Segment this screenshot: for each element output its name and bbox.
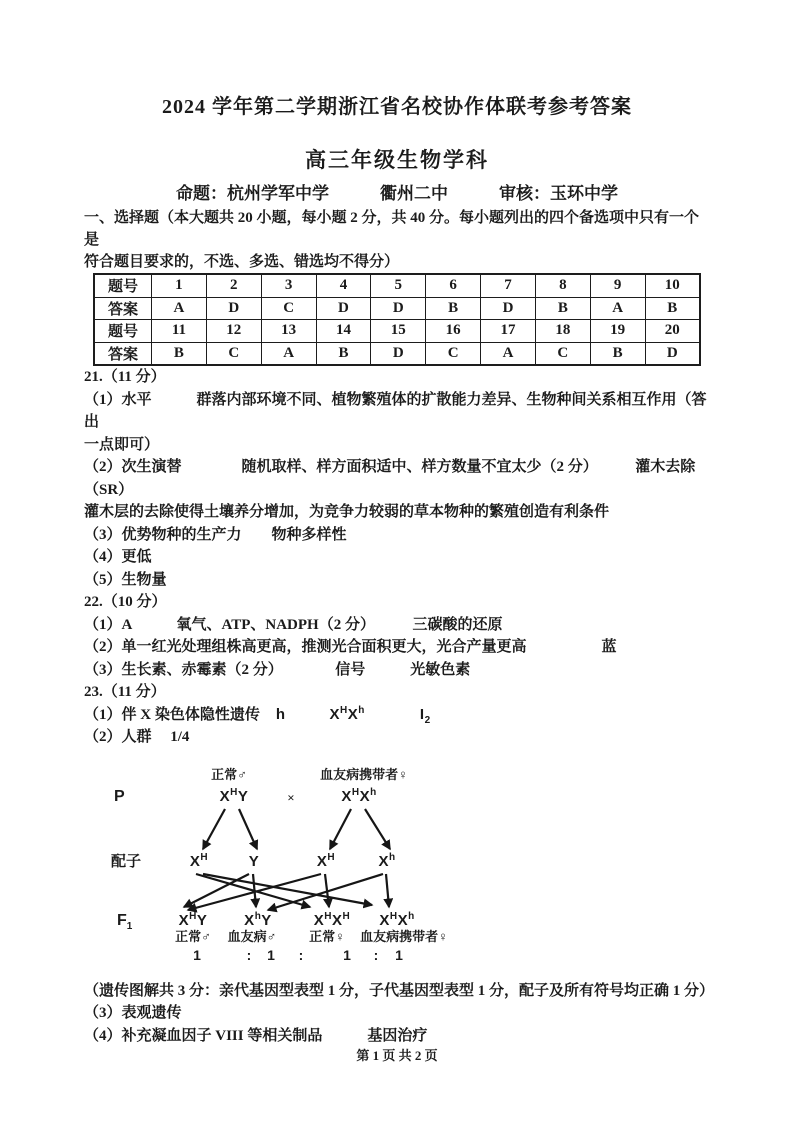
q22-answer-line: （2）单一红光处理组株高更高，推测光合面积更大，光合产量更高 蓝 <box>84 639 617 655</box>
f1-generation-label: $F_1$ <box>117 911 133 932</box>
q23-answer-line-4: （4）补充凝血因子 VIII 等相关制品 基因治疗 <box>84 1027 428 1044</box>
question-22-answers <box>84 591 710 681</box>
question-number-cell: 2 <box>206 274 261 297</box>
q23-answer-line-3: （3）表观遗传 <box>84 1005 182 1021</box>
question-number-cell: 11 <box>152 320 207 343</box>
q21-heading: 21.（11 分） <box>84 369 166 385</box>
question-number-cell: 4 <box>316 274 371 297</box>
answer-cell: A <box>152 297 207 320</box>
q23-heading: 23.（11 分） <box>84 684 166 700</box>
answer-cell: D <box>371 342 426 365</box>
answer-key-table <box>93 273 701 366</box>
intro-line-1: 一、选择题（本大题共 20 小题，每小题 2 分，共 40 分。每小题列出的四个备选项中只有一个是 <box>84 210 700 248</box>
p-mother-genotype: $X^HX^h$ <box>341 786 377 805</box>
table-row-answers-1 <box>94 297 700 320</box>
question-number-cell: 19 <box>590 320 645 343</box>
ratio-value-1: 1 <box>193 946 201 963</box>
question-number-cell: 10 <box>645 274 700 297</box>
answer-cell: D <box>371 297 426 320</box>
f1-phenotype-1: 正常♂ <box>175 928 211 944</box>
question-number-cell: 20 <box>645 320 700 343</box>
gamete-father-xH: $X^H$ <box>189 851 209 870</box>
row-header-cell: 题号 <box>94 274 152 297</box>
q21-answer-line: （3）优势物种的生产力 物种多样性 <box>84 526 347 543</box>
table-row-question-numbers-1 <box>94 274 700 297</box>
question-number-cell: 3 <box>261 274 316 297</box>
question-number-cell: 8 <box>535 274 590 297</box>
answer-cell: C <box>206 342 261 365</box>
question-23-answers <box>84 681 710 749</box>
answer-cell: C <box>535 342 590 365</box>
question-number-cell: 6 <box>426 274 481 297</box>
q23-answer-line-2: （2）人群 1/4 <box>84 729 190 745</box>
ratio-value-2: 1 <box>267 946 275 963</box>
ratio-value-4: 1 <box>395 946 403 963</box>
father-phenotype-label: 正常♂ <box>211 766 247 782</box>
q23-carrier-genotype: $X^HX^h$ <box>329 704 365 723</box>
q22-answer-line: （1）A 氧气、ATP、NADPH（2 分） 三碳酸的还原 <box>84 616 503 633</box>
q21-answer-line: 一点即可） <box>84 436 160 453</box>
question-number-cell: 16 <box>426 320 481 343</box>
table-row-question-numbers-2 <box>94 320 700 343</box>
f1-phenotype-4: 血友病携带者♀ <box>360 928 448 944</box>
question-number-cell: 13 <box>261 320 316 343</box>
page-title: 2024 学年第二学期浙江省名校协作体联考参考答案 <box>162 96 632 118</box>
answer-cell: A <box>261 342 316 365</box>
gamete-father-y: Y <box>248 852 260 870</box>
table-row-answers-2 <box>94 342 700 365</box>
subject-subtitle: 高三年级生物学科 <box>305 148 489 172</box>
f1-phenotype-3: 正常♀ <box>309 928 345 944</box>
q22-answer-line: （3）生长素、赤霉素（2 分） 信号 光敏色素 <box>84 661 471 678</box>
answer-cell: A <box>590 297 645 320</box>
q23-allele-symbol: h <box>275 705 286 723</box>
gamete-mother-xh: $X^h$ <box>378 851 396 870</box>
question-number-cell: 15 <box>371 320 426 343</box>
gamete-mother-xH: $X^H$ <box>316 851 336 870</box>
diagram-scoring-note: （遗传图解共 3 分：亲代基因型表型 1 分，子代基因型表型 1 分，配子及所有符号均正确 1 分） <box>84 982 715 999</box>
cross-symbol: × <box>287 789 295 805</box>
question-number-cell: 17 <box>481 320 536 343</box>
page-number-footer: 第 1 页 共 2 页 <box>356 1048 438 1063</box>
answer-cell: B <box>316 342 371 365</box>
question-number-cell: 7 <box>481 274 536 297</box>
answer-cell: D <box>645 342 700 365</box>
answer-cell: B <box>152 342 207 365</box>
q21-answer-line: （5）生物量 <box>84 571 167 588</box>
f1-genotype-4: $X^HX^h$ <box>379 910 415 929</box>
answer-cell: C <box>426 342 481 365</box>
answer-cell: D <box>206 297 261 320</box>
q21-answer-line: 灌木层的去除使得土壤养分增加，为竞争力较弱的草本物种的繁殖创造有利条件 <box>84 504 610 520</box>
ratio-colon: : <box>246 946 252 963</box>
answer-cell: B <box>426 297 481 320</box>
q22-heading: 22.（10 分） <box>84 594 167 610</box>
q23-inheritance-mode: （1）伴 X 染色体隐性遗传 <box>84 706 260 723</box>
p-father-genotype: $X^HY$ <box>219 786 249 805</box>
choice-section-intro <box>84 207 710 273</box>
answer-cell: C <box>261 297 316 320</box>
ratio-colon: : <box>373 946 379 963</box>
answer-cell: B <box>590 342 645 365</box>
q21-answer-line: （1）水平 群落内部环境不同、植物繁殖体的扩散能力差异、生物种间关系相互作用（答出 <box>84 391 707 430</box>
f1-genotype-2: $X^hY$ <box>244 910 272 929</box>
byline-schools: 命题：杭州学军中学 衢州二中 审核：玉环中学 <box>176 184 618 203</box>
row-header-cell: 答案 <box>94 342 152 365</box>
f1-genotype-1: $X^HY$ <box>178 910 208 929</box>
p-generation-label: P <box>114 787 125 805</box>
row-header-cell: 题号 <box>94 320 152 343</box>
question-number-cell: 14 <box>316 320 371 343</box>
gametes-row-label: 配子 <box>111 853 142 870</box>
question-number-cell: 12 <box>206 320 261 343</box>
q23-answer-line-1 <box>84 704 710 727</box>
intro-line-2: 符合题目要求的，不选、多选、错选均不得分） <box>84 254 400 270</box>
question-number-cell: 5 <box>371 274 426 297</box>
q23-generation-symbol: $I_2$ <box>419 705 431 726</box>
q21-answer-line: （4）更低 <box>84 549 152 565</box>
question-number-cell: 1 <box>152 274 207 297</box>
answer-cell: B <box>535 297 590 320</box>
question-number-cell: 18 <box>535 320 590 343</box>
answer-cell: A <box>481 342 536 365</box>
f1-phenotype-2: 血友病♂ <box>227 928 277 944</box>
answer-cell: B <box>645 297 700 320</box>
answer-cell: D <box>481 297 536 320</box>
ratio-colon: : <box>298 946 304 963</box>
f1-genotype-3: $X^HX^H$ <box>313 910 351 929</box>
ratio-value-3: 1 <box>343 946 351 963</box>
row-header-cell: 答案 <box>94 297 152 320</box>
genetic-cross-diagram <box>84 765 710 980</box>
answer-cell: D <box>316 297 371 320</box>
question-21-answers <box>84 366 710 591</box>
mother-phenotype-label: 血友病携带者♀ <box>320 766 408 782</box>
question-number-cell: 9 <box>590 274 645 297</box>
q21-answer-line: （2）次生演替 随机取样、样方面积适中、样方数量不宜太少（2 分） 灌木去除（SR） <box>84 459 696 498</box>
